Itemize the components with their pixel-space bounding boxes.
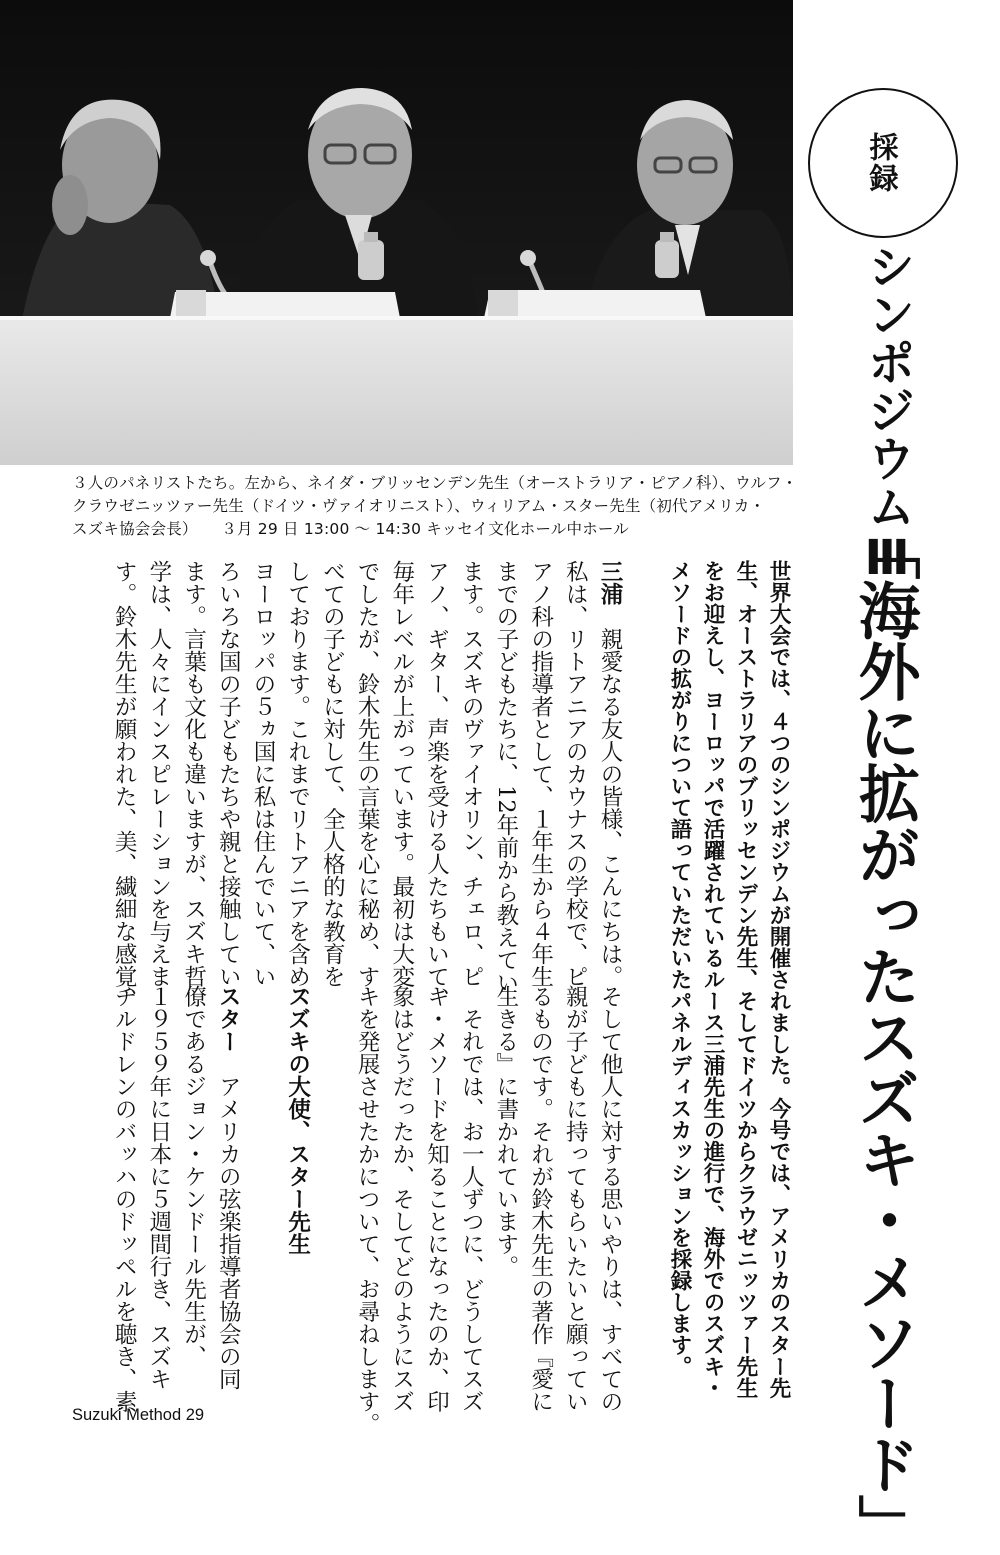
article-subtitle: シンポジウムⅢ [859,242,915,586]
body-line: 親が子どもに持ってもらいたいと願ってい [562,985,589,1413]
body-line: ます。スズキのヴァイオリン、チェロ、ピ [458,560,485,988]
category-label: 採録 [865,132,900,194]
body-line: でしたが、鈴木先生の言葉を心に秘め、す [354,560,381,988]
body-line: す。鈴木先生が願われた、美、繊細な感覚、 [111,560,138,1010]
body-line: 僚であるジョン・ケンドール先生が、 [180,985,207,1368]
lead-line: 生、オーストラリアのブリッセンデン先生、そしてドイツからクラウゼニッツァー先生 [733,560,758,1399]
body-column-upper [72,560,627,1010]
body-line: チルドレンのバッハのドッペルを聴き、素 [111,985,138,1413]
body-line: アノ、ギター、声楽を受ける人たちもいて、 [423,560,450,1010]
body-line: キ・メソードを知ることになったのか、印 [423,985,450,1413]
panelists-photo-icon [0,0,793,465]
panelists-photo [0,0,793,465]
body-line: 学は、人々にインスピレーションを与えま [145,560,172,988]
lead-line: をお迎えし、ヨーロッパで活躍されているルース三浦先生の進行で、海外でのスズキ・ [700,560,725,1399]
body-line: までの子どもたちに、12年前から教えてい [492,560,519,994]
body-line: キを発展させたかについて、お尋ねします。 [354,985,381,1435]
body-line: るものです。それが鈴木先生の著作『愛に [527,985,554,1413]
body-line: １９５９年に日本に５週間行き、スズキ [145,985,172,1390]
body-line: それでは、お一人ずつに、どうしてスズ [458,985,485,1413]
body-line: 毎年レベルが上がっています。最初は大変 [388,560,415,988]
page-folio: Suzuki Method 29 [72,1406,205,1424]
lead-line: 世界大会では、４つのシンポジウムが開催されました。今号では、アメリカのスター先 [766,560,791,1399]
body-line: 生きる』に書かれています。 [492,985,519,1278]
lead-line: メソードの拡がりについて語っていただいたパネルディスカッションを採録します。 [667,560,692,1377]
body-line [592,560,627,988]
photo-caption [72,472,798,541]
body-line [211,985,246,1390]
body-line: ます。言葉も文化も違いますが、スズキ哲 [180,560,207,988]
caption-line: スズキ協会会長） ３月 29 日 13:00 〜 14:30 キッセイ文化ホール中ホール [72,520,629,538]
speaker-name: スター [215,985,242,1053]
body-line: そして他人に対する思いやりは、すべての [597,985,623,1413]
body-line: べての子どもに対して、全人格的な教育を [319,560,346,988]
caption-line: ３人のパネリストたち。左から、ネイダ・ブリッセンデン先生（オーストラリア・ピアノ科）、ウルフ・ [72,474,798,492]
speaker-name: 三浦 [597,560,623,605]
category-badge [808,88,958,238]
body-line: ヨーロッパの５ヵ国に私は住んでいて、い [249,560,276,988]
article-title: 「海外に拡がったスズキ・メソード」 [848,518,921,1555]
body-line: しております。これまでリトアニアを含め、 [284,560,311,1010]
body-line: ろいろな国の子どもたちや親と接触してい [215,560,242,988]
body-line: 私は、リトアニアのカウナスの学校で、ピ [562,560,589,988]
caption-line: クラウゼニッツァー先生（ドイツ・ヴァイオリニスト）、ウィリアム・スター先生（初代アメリカ・ [72,497,766,515]
lead-paragraph [655,560,795,1399]
section-heading: スズキの大使、スター先生 [284,985,311,1255]
body-line-text: 親愛なる友人の皆様、こんにちは。 [597,605,623,988]
body-line-text: アメリカの弦楽指導者協会の同 [215,1052,242,1390]
body-line: 象はどうだったか、そしてどのようにスズ [388,985,415,1413]
body-line: アノ科の指導者として、１年生から４年生 [527,560,554,988]
